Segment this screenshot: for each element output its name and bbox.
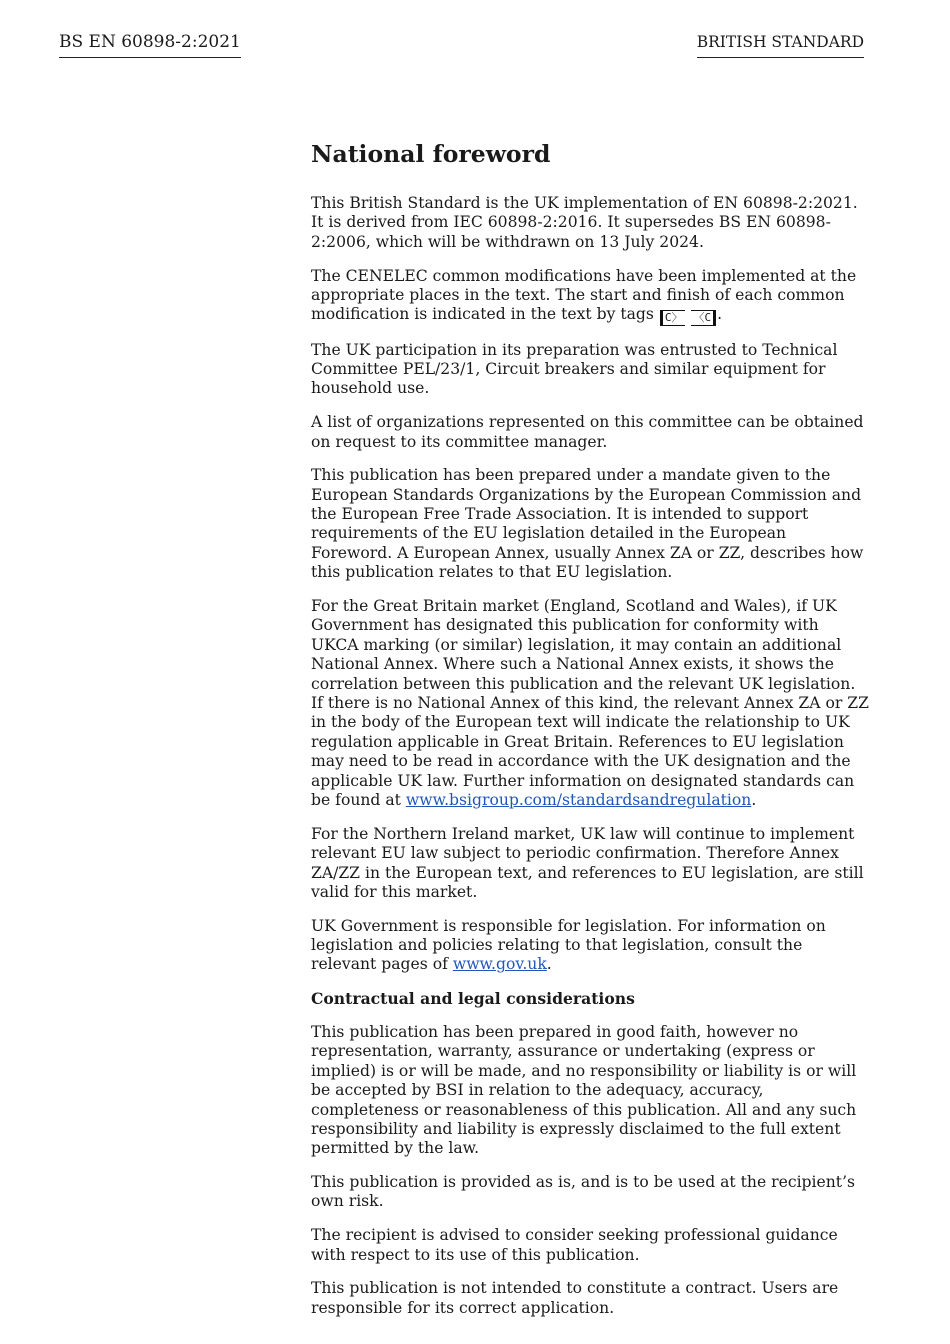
committee-paragraph: The UK participation in its preparation was entrusted to Technical Committee PEL/23/1, Circuit breakers and similar equipment for household use. xyxy=(311,340,838,398)
national-foreword-section xyxy=(311,139,871,1332)
uk-government-end: . xyxy=(546,955,552,974)
mandate-paragraph: This publication has been prepared under a mandate given to the European Standards Organizations by the European Commission and the European Free Trade Association. It is intended to support requirements of the EU legislation detailed in the European Foreword. A European Annex, usually Annex ZA or ZZ, describes how this publication relates to that EU legislation. xyxy=(311,466,864,582)
modification-start-tag-icon: C〉 xyxy=(660,310,685,326)
gov-uk-link[interactable]: www.gov.uk xyxy=(452,955,547,974)
modification-end-tag-icon: 〈C xyxy=(691,310,716,326)
british-standard-header: BRITISH STANDARD xyxy=(697,31,864,58)
common-modifications-end: . xyxy=(717,305,723,324)
not-a-contract-paragraph: This publication is not intended to constitute a contract. Users are responsible for its correct application. xyxy=(311,1279,839,1317)
great-britain-market-end: . xyxy=(751,791,757,810)
professional-guidance-paragraph: The recipient is advised to consider seeking professional guidance with respect to its use of this publication. xyxy=(311,1226,838,1264)
great-britain-market-text: For the Great Britain market (England, Scotland and Wales), if UK Government has designated this publication for conformity with UKCA marking (or similar) legislation, it may contain an additional National Annex. Where such a National Annex exists, it shows the correlation between this publication and the relevant UK legislation. If there is no National Annex of this kind, the relevant Annex ZA or ZZ in the body of the European text will indicate the relationship to UK regulation applicable in Great Britain. References to EU legislation may need to be read in accordance with the UK designation and the applicable UK law. Further information on designated standards can be found at xyxy=(311,596,869,810)
organizations-paragraph: A list of organizations represented on this committee can be obtained on request to its committee manager. xyxy=(311,413,864,451)
common-modifications-paragraph xyxy=(311,267,871,327)
great-britain-market-paragraph xyxy=(311,597,871,810)
implementation-paragraph: This British Standard is the UK implementation of EN 60898-2:2021. It is derived from IEC 60898-2:2016. It supersedes BS EN 60898-2:2006, which will be withdrawn on 13 July 2024. xyxy=(311,194,858,251)
uk-government-paragraph xyxy=(311,917,871,975)
uk-government-text: UK Government is responsible for legislation. For information on legislation and policies relating to that legislation, consult the relevant pages of xyxy=(311,916,826,974)
page-title: National foreword xyxy=(311,140,551,168)
document-number-header: BS EN 60898-2:2021 xyxy=(59,31,241,58)
common-modifications-text: The CENELEC common modifications have been implemented at the appropriate places in the text. The start and finish of each common modification is indicated in the text by tags xyxy=(311,266,857,324)
as-is-paragraph: This publication is provided as is, and is to be used at the recipient’s own risk. xyxy=(311,1173,856,1211)
contractual-heading: Contractual and legal considerations xyxy=(311,989,635,1009)
good-faith-paragraph: This publication has been prepared in good faith, however no representation, warranty, assurance or undertaking (express or implied) is or will be made, and no responsibility or liability is or will be accepted by BSI in relation to the adequacy, accuracy, completeness or reasonableness of this publication. All and any such responsibility and liability is expressly disclaimed to the full extent permitted by the law. xyxy=(311,1022,857,1158)
northern-ireland-paragraph: For the Northern Ireland market, UK law will continue to implement relevant EU law subject to periodic confirmation. Therefore Annex ZA/ZZ in the European text, and references to EU legislation, are still valid for this market. xyxy=(311,824,864,901)
bsigroup-link[interactable]: www.bsigroup.com/standardsandregulation xyxy=(405,791,752,810)
